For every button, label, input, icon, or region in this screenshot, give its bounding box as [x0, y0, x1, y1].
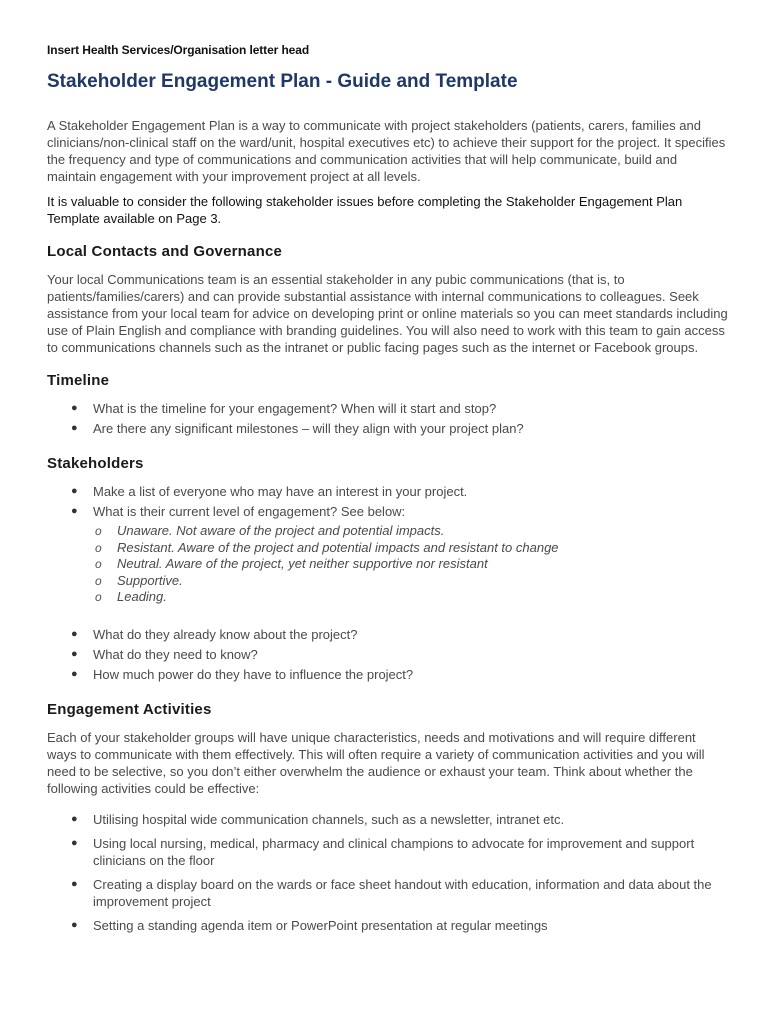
- local-contacts-paragraph: Your local Communications team is an essential stakeholder in any pubic communications (that is, to patients/families/carers) and can provide substantial assistance with internal communications to colleagues. Seek assistance from your local team for advice on developing print or online materials so you can meet standards including use of Plain English and compliance with branding guidelines. You will also need to work with this team to gain access to communications channels such as the intranet or public facing pages such as the internet or Facebook groups.: [47, 272, 728, 355]
- bullet-dot-icon: ●: [71, 485, 78, 497]
- list-item: ● Utilising hospital wide communication channels, such as a newsletter, intranet etc.: [71, 811, 565, 827]
- bullet-dot-icon: ●: [71, 505, 78, 517]
- page-title: Stakeholder Engagement Plan - Guide and Template: [47, 71, 518, 92]
- timeline-heading: Timeline: [47, 372, 110, 389]
- list-item: ● How much power do they have to influence the project?: [71, 666, 414, 682]
- list-item: ● What is their current level of engagement? See below:: [71, 504, 406, 519]
- bullet-dot-icon: ●: [71, 422, 78, 434]
- stakeholders-questions-list: [47, 626, 728, 683]
- bullet-dot-icon: ●: [71, 918, 78, 931]
- list-item: o Supportive.: [95, 572, 183, 588]
- letterhead: Insert Health Services/Organisation letter head: [47, 43, 310, 57]
- list-item: o Unaware. Not aware of the project and potential impacts.: [95, 523, 445, 538]
- circle-o-icon: o: [95, 557, 102, 571]
- list-item: o Neutral. Aware of the project, yet neither supportive nor resistant: [95, 556, 488, 571]
- bullet-dot-icon: ●: [71, 402, 78, 414]
- bullet-dot-icon: ●: [71, 812, 78, 825]
- list-item: ● Using local nursing, medical, pharmacy and clinical champions to advocate for improvement and support clinicians on the floor: [71, 835, 695, 868]
- list-item: o Leading.: [95, 589, 167, 604]
- bullet-dot-icon: ●: [71, 836, 78, 849]
- local-contacts-heading: Local Contacts and Governance: [47, 243, 283, 260]
- timeline-list: [47, 400, 728, 437]
- list-item: ● Are there any significant milestones – will they align with your project plan?: [71, 421, 524, 436]
- stakeholders-list: [47, 483, 728, 520]
- bullet-dot-icon: ●: [71, 627, 78, 640]
- bullet-dot-icon: ●: [71, 647, 78, 660]
- valuable-paragraph: It is valuable to consider the following stakeholder issues before completing the Stakeholder Engagement Plan Template available on Page 3.: [47, 194, 683, 226]
- engagement-levels-list: [47, 523, 728, 606]
- engagement-activities-list: [47, 811, 728, 934]
- list-item: ● What do they already know about the project?: [71, 626, 358, 642]
- list-item: o Resistant. Aware of the project and potential impacts and resistant to change: [95, 539, 559, 555]
- circle-o-icon: o: [95, 540, 102, 555]
- list-item: ● Creating a display board on the wards or face sheet handout with education, information and data about the improvement project: [71, 876, 712, 909]
- list-item: ● What is the timeline for your engagement? When will it start and stop?: [71, 401, 497, 416]
- list-item: ● What do they need to know?: [71, 646, 258, 662]
- stakeholders-heading: Stakeholders: [47, 455, 144, 472]
- list-item: ● Setting a standing agenda item or PowerPoint presentation at regular meetings: [71, 917, 548, 933]
- bullet-dot-icon: ●: [71, 877, 78, 890]
- bullet-dot-icon: ●: [71, 667, 78, 680]
- intro-paragraph: A Stakeholder Engagement Plan is a way to communicate with project stakeholders (patients, carers, families and clinicians/non-clinical staff on the ward/unit, hospital executives etc) to achieve their support for the project. It specifies the frequency and type of communications and communication activities that will help communicate, build and maintain engagement with your improvement project at all levels.: [47, 118, 726, 184]
- circle-o-icon: o: [95, 590, 102, 604]
- engagement-activities-paragraph: Each of your stakeholder groups will have unique characteristics, needs and motivations and will require different ways to communicate with them effectively. This will often require a variety of communication activities and you will need to be selective, so you don’t either overwhelm the audience or exhaust your team. Think about whether the following activities could be effective:: [47, 729, 705, 796]
- list-item: ● Make a list of everyone who may have an interest in your project.: [71, 484, 468, 499]
- engagement-activities-heading: Engagement Activities: [47, 700, 212, 718]
- circle-o-icon: o: [95, 524, 102, 538]
- circle-o-icon: o: [95, 573, 102, 588]
